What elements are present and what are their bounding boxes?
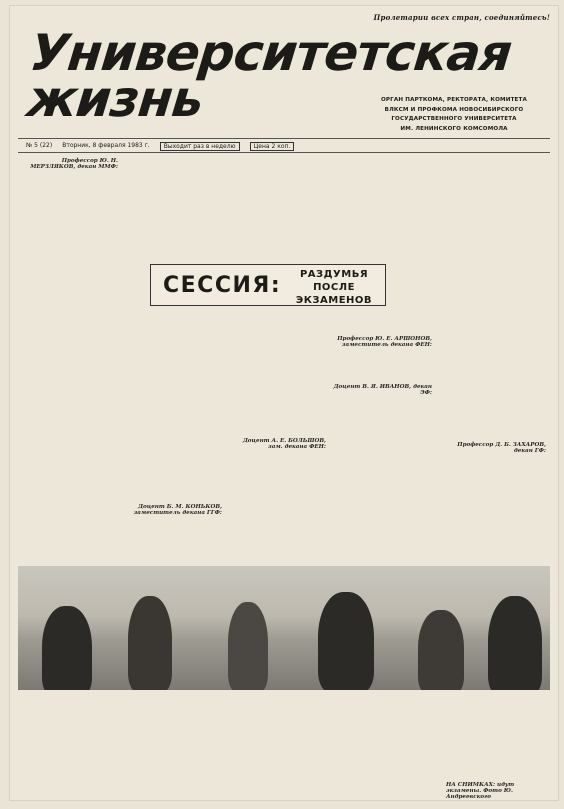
organ-statement bbox=[356, 96, 552, 134]
issue-meta bbox=[26, 142, 546, 151]
bottom-column-3 bbox=[234, 696, 334, 796]
column-1 bbox=[22, 158, 118, 558]
photo-caption: НА СНИМКАХ: идут экзамены. Фото Ю. Андреевского bbox=[446, 782, 515, 800]
bottom-column-1 bbox=[22, 696, 122, 796]
photo-figure bbox=[42, 606, 92, 690]
masthead-line-1: Университетская bbox=[27, 24, 514, 82]
photo-figure bbox=[228, 602, 268, 690]
column-2-lower bbox=[124, 308, 222, 558]
column-5 bbox=[438, 158, 546, 558]
photo-figure bbox=[128, 596, 172, 690]
photo-figure bbox=[318, 592, 374, 690]
banner-subtitle bbox=[291, 268, 377, 307]
column-4-lower bbox=[332, 308, 432, 558]
organ-line: ВЛКСМ И ПРОФКОМА НОВОСИБИРСКОГО bbox=[384, 106, 524, 113]
organ-line: ИМ. ЛЕНИНСКОГО КОМСОМОЛА bbox=[400, 125, 508, 132]
signature-3: Доцент Б. М. КОНЬКОВ, заместитель декана ГГФ: bbox=[133, 504, 222, 516]
banner-subtitle-line-2: ПОСЛЕ ЭКЗАМЕНОВ bbox=[295, 282, 373, 306]
exam-photo bbox=[18, 566, 550, 690]
header-rule bbox=[18, 138, 550, 139]
issue-price: Цена 2 коп. bbox=[250, 142, 295, 151]
meta-rule bbox=[18, 152, 550, 153]
organ-line: ГОСУДАРСТВЕННОГО УНИВЕРСИТЕТА bbox=[391, 116, 517, 123]
signature-7: Профессор Д. Б. ЗАХАРОВ, декан ГФ: bbox=[457, 442, 546, 454]
column-4 bbox=[332, 158, 432, 258]
organ-line: ОРГАН ПАРТКОМА, РЕКТОРАТА, КОМИТЕТА bbox=[381, 97, 527, 103]
bottom-column-4 bbox=[340, 696, 440, 796]
bottom-column-2 bbox=[128, 696, 228, 796]
issue-frequency: Выходит раз в неделю bbox=[160, 142, 240, 151]
signature-5: Профессор Ю. Е. АРШОНОВ, заместитель декана ФЕН: bbox=[337, 336, 432, 348]
photo-figure bbox=[418, 610, 464, 690]
column-3-lower bbox=[228, 308, 326, 558]
masthead-line-2: жизнь bbox=[24, 70, 206, 128]
newspaper-page bbox=[9, 5, 559, 801]
bottom-column-5 bbox=[446, 696, 546, 800]
banner-title: СЕССИЯ: bbox=[163, 273, 282, 298]
column-2 bbox=[124, 158, 222, 258]
slogan: Пролетарии всех стран, соединяйтесь! bbox=[373, 13, 550, 22]
signature-4: Доцент А. Е. БОЛЬШОВ, зам. декана ФЕН: bbox=[242, 438, 326, 450]
session-banner bbox=[150, 264, 386, 306]
column-3 bbox=[228, 158, 326, 258]
signature-1: Профессор Ю. Н. МЕРЗЛЯКОВ, декан ММФ: bbox=[30, 158, 118, 170]
signature-6: Доцент В. Я. ИВАНОВ, декан ЭФ: bbox=[333, 384, 432, 396]
issue-date: Вторник, 8 февраля 1983 г. bbox=[62, 142, 150, 149]
photo-figure bbox=[488, 596, 542, 690]
issue-number: № 5 (22) bbox=[26, 142, 53, 149]
banner-subtitle-line-1: РАЗДУМЬЯ bbox=[299, 269, 369, 280]
